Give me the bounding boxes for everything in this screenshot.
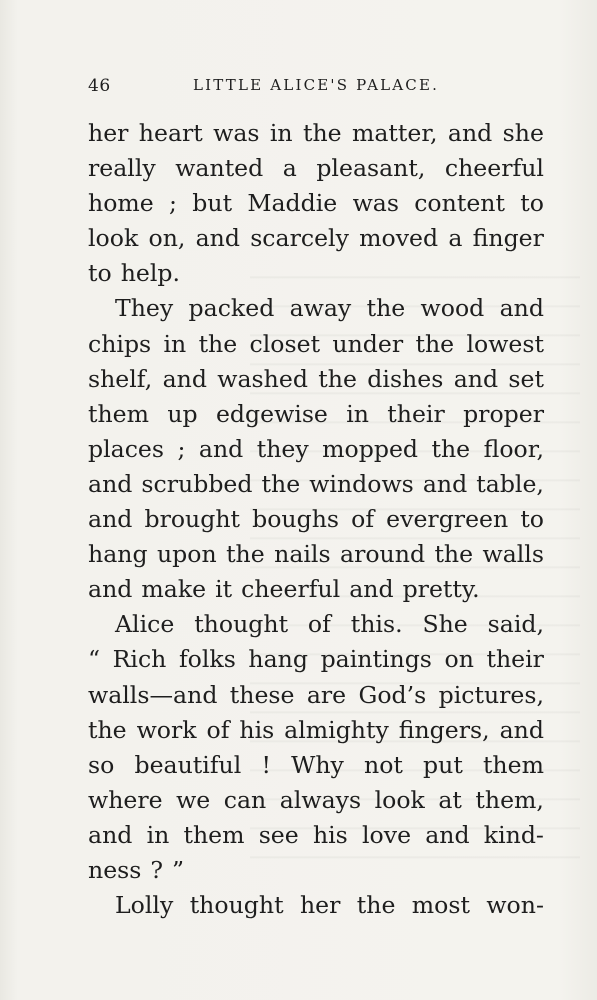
text-line — [88, 783, 544, 818]
word: up — [167, 399, 198, 428]
word: beautiful — [134, 750, 242, 779]
word: her — [88, 119, 129, 147]
word: to — [520, 189, 544, 218]
word: said, — [487, 610, 544, 639]
word: in — [146, 820, 170, 849]
word: kind- — [483, 820, 544, 849]
word: away — [289, 294, 352, 323]
word: proper — [463, 399, 544, 428]
text-line — [88, 151, 544, 186]
word: home — [88, 189, 154, 218]
word: a — [448, 224, 463, 253]
word: evergreen — [386, 505, 509, 534]
word: scrubbed — [141, 469, 253, 498]
word: under — [332, 329, 404, 358]
word: places — [88, 434, 164, 463]
word: washed — [217, 364, 308, 393]
word: they — [256, 434, 309, 463]
word: and — [453, 364, 499, 393]
text-line — [88, 116, 544, 151]
word: closet — [249, 329, 321, 358]
word: we — [176, 785, 211, 814]
word: his — [239, 715, 275, 744]
word: They — [115, 294, 174, 323]
word: it — [215, 575, 233, 604]
word: folks — [178, 645, 236, 674]
word: not — [364, 750, 403, 779]
word: most — [411, 891, 470, 920]
word: and — [88, 820, 133, 849]
word: always — [279, 785, 362, 814]
word: and — [162, 364, 207, 393]
text-line — [88, 327, 544, 362]
word: pretty. — [402, 575, 480, 604]
word: and — [88, 469, 133, 498]
word: the — [88, 715, 127, 744]
text-line — [88, 607, 544, 642]
text-line — [88, 221, 544, 256]
word: shelf, — [88, 364, 153, 393]
word: love — [361, 820, 412, 849]
word: them — [88, 399, 150, 428]
word: thought — [189, 891, 284, 920]
word: the — [431, 434, 471, 463]
word: can — [223, 785, 267, 814]
text-line — [88, 186, 544, 221]
word: the — [302, 119, 342, 147]
word: scarcely — [250, 224, 349, 253]
word: the — [356, 891, 396, 920]
word: at — [438, 785, 462, 814]
word: help. — [120, 259, 180, 288]
word: and — [425, 820, 470, 849]
word: cheerful — [241, 575, 341, 604]
word: are — [306, 680, 347, 709]
word: almighty — [284, 715, 389, 744]
word: pleasant, — [316, 154, 426, 183]
word: she — [502, 119, 544, 147]
word: ; — [177, 434, 186, 463]
word: his — [312, 820, 348, 849]
word: hang — [88, 540, 148, 569]
word: wanted — [175, 154, 264, 183]
word: work — [136, 715, 197, 744]
word: and — [499, 294, 544, 323]
word: heart — [138, 119, 203, 147]
word: chips — [88, 329, 152, 358]
word: “ — [88, 645, 101, 674]
text-line — [88, 291, 544, 326]
word: and — [349, 575, 394, 604]
word: and — [88, 575, 133, 604]
word: was — [352, 189, 399, 218]
page-header — [88, 76, 543, 102]
word: ” — [172, 855, 185, 884]
word: the — [318, 364, 357, 393]
word: Alice — [115, 610, 175, 639]
word: ness — [88, 855, 142, 884]
word: thought — [194, 610, 289, 639]
word: finger — [472, 224, 544, 253]
text-line — [88, 467, 544, 502]
word: fingers, — [398, 715, 490, 744]
word: these — [229, 680, 295, 709]
word: edgewise — [215, 399, 328, 428]
text-line — [88, 888, 544, 923]
word: cheerful — [444, 154, 544, 183]
word: She — [422, 610, 468, 639]
word: their — [387, 399, 445, 428]
word: so — [88, 750, 115, 779]
word: of — [307, 610, 331, 639]
word: wood — [420, 294, 485, 323]
word: moved — [359, 224, 439, 253]
word: the — [366, 294, 406, 323]
word: boughs — [252, 505, 340, 534]
word: upon — [156, 540, 217, 569]
word: pictures, — [438, 680, 544, 709]
word: packed — [188, 294, 275, 323]
word: on, — [148, 224, 186, 253]
word: and — [422, 469, 468, 498]
word: nails — [274, 540, 331, 569]
word: the — [198, 329, 238, 358]
word: ? — [150, 855, 164, 884]
word: was — [213, 119, 260, 147]
word: the — [434, 540, 474, 569]
text-line — [88, 256, 544, 291]
word: them — [183, 820, 245, 849]
word: paintings — [320, 645, 432, 674]
text-line — [88, 748, 544, 783]
word: her — [299, 891, 341, 920]
running-title: LITTLE ALICE'S PALACE. — [193, 76, 440, 94]
text-line — [88, 397, 544, 432]
word: content — [414, 189, 505, 218]
word: mopped — [322, 434, 419, 463]
word: their — [486, 645, 544, 674]
word: make — [141, 575, 207, 604]
word: set — [508, 364, 544, 393]
text-line — [88, 642, 544, 677]
word: in — [346, 399, 369, 428]
word: table, — [476, 469, 544, 498]
word: and — [447, 119, 493, 147]
word: in — [163, 329, 187, 358]
word: Lolly — [115, 891, 174, 920]
word: hang — [248, 645, 308, 674]
word: and — [499, 715, 544, 744]
word: this. — [350, 610, 403, 639]
word: brought — [144, 505, 241, 534]
word: Maddie — [247, 189, 338, 218]
word: look — [374, 785, 425, 814]
word: the — [226, 540, 265, 569]
page-number: 46 — [88, 76, 111, 96]
word: around — [340, 540, 426, 569]
word: but — [192, 189, 233, 218]
word: of — [351, 505, 375, 534]
text-line — [88, 572, 544, 607]
word: in — [269, 119, 293, 147]
text-line — [88, 432, 544, 467]
word: where — [88, 785, 163, 814]
text-line — [88, 713, 544, 748]
word: see — [258, 820, 299, 849]
word: dishes — [367, 364, 444, 393]
word: windows — [309, 469, 414, 498]
body-text — [88, 116, 544, 923]
word: a — [282, 154, 297, 183]
word: floor, — [483, 434, 544, 463]
word: them, — [475, 785, 544, 814]
word: God’s — [358, 680, 427, 709]
text-line — [88, 818, 544, 853]
word: won- — [486, 891, 544, 920]
word: on — [444, 645, 474, 674]
word: to — [520, 505, 544, 534]
word: of — [206, 715, 230, 744]
text-line — [88, 678, 544, 713]
text-line — [88, 502, 544, 537]
word: Why — [291, 750, 344, 779]
word: lowest — [466, 329, 544, 358]
word: ; — [169, 189, 177, 218]
word: walls—and — [88, 680, 218, 709]
word: them — [482, 750, 544, 779]
word: really — [88, 154, 156, 183]
word: Rich — [112, 645, 167, 674]
word: put — [423, 750, 463, 779]
word: look — [88, 224, 139, 253]
text-line — [88, 362, 544, 397]
text-line — [88, 537, 544, 572]
word: the — [261, 469, 301, 498]
word: the — [415, 329, 455, 358]
text-line — [88, 853, 544, 888]
word: ! — [261, 750, 271, 779]
word: and — [198, 434, 244, 463]
word: matter, — [351, 119, 438, 147]
word: and — [195, 224, 240, 253]
word: to — [88, 259, 112, 288]
word: and — [88, 505, 133, 534]
word: walls — [482, 540, 544, 569]
